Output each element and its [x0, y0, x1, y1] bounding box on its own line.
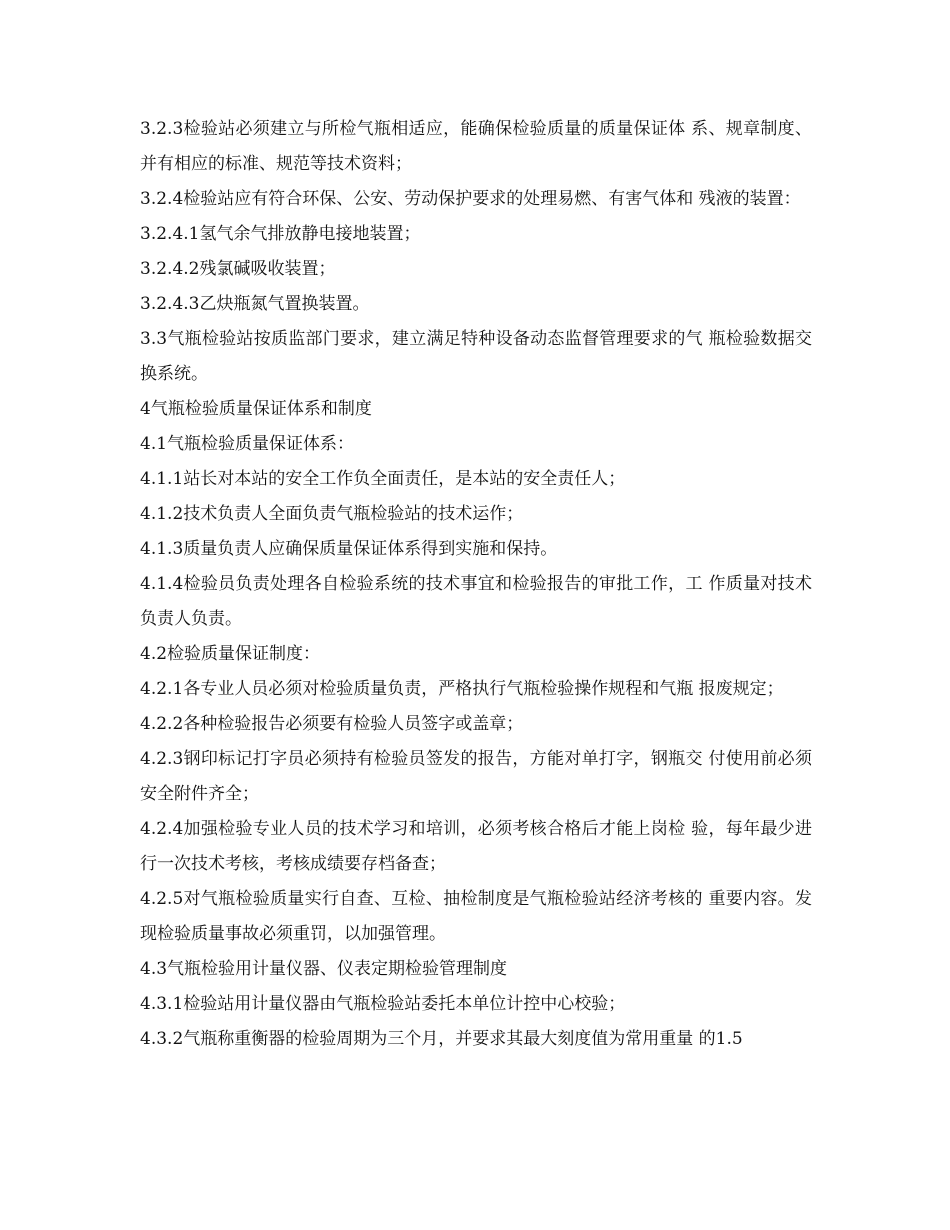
paragraph-4-1-2: 4.1.2技术负责人全面负责气瓶检验站的技术运作；: [140, 504, 524, 524]
paragraph-3-2-4-2: 3.2.4.2残氯碱吸收装置；: [140, 259, 336, 279]
document-body: [140, 112, 812, 1057]
paragraph-3-2-3: 3.2.3检验站必须建立与所检气瓶相适应，能确保检验质量的质量保证体 系、规章制度、并有相应的标准、规范等技术资料；: [140, 119, 812, 174]
paragraph-4-2-2: 4.2.2各种检验报告必须要有检验人员签字或盖章；: [140, 714, 524, 734]
paragraph-4-2-1: 4.2.1各专业人员必须对检验质量负责，严格执行气瓶检验操作规程和气瓶 报废规定；: [140, 679, 784, 699]
paragraph-4-3-2: 4.3.2气瓶称重衡器的检验周期为三个月，并要求其最大刻度值为常用重量 的1.5: [140, 1029, 743, 1049]
paragraph-4-2-5: 4.2.5对气瓶检验质量实行自查、互检、抽检制度是气瓶检验站经济考核的 重要内容。发现检验质量事故必须重罚，以加强管理。: [140, 889, 812, 944]
paragraph-4-2-4: 4.2.4加强检验专业人员的技术学习和培训，必须考核合格后才能上岗检 验，每年最少进行一次技术考核，考核成绩要存档备查；: [140, 819, 812, 874]
paragraph-4-1-3: 4.1.3质量负责人应确保质量保证体系得到实施和保持。: [140, 539, 558, 559]
paragraph-3-2-4-1: 3.2.4.1氢气余气排放静电接地装置；: [140, 224, 421, 244]
paragraph-3-3: 3.3气瓶检验站按质监部门要求，建立满足特种设备动态监督管理要求的气 瓶检验数据交换系统。: [140, 329, 812, 384]
paragraph-4-1-1: 4.1.1站长对本站的安全工作负全面责任，是本站的安全责任人；: [140, 469, 626, 489]
paragraph-4-2-3: 4.2.3钢印标记打字员必须持有检验员签发的报告，方能对单打字，钢瓶交 付使用前必须安全附件齐全；: [140, 749, 812, 804]
paragraph-4-1-4: 4.1.4检验员负责处理各自检验系统的技术事宜和检验报告的审批工作，工 作质量对技术负责人负责。: [140, 574, 812, 629]
paragraph-3-2-4-3: 3.2.4.3乙炔瓶氮气置换装置。: [140, 294, 370, 314]
section-heading-4-1: 4.1气瓶检验质量保证体系：: [140, 434, 355, 454]
section-heading-4-3: 4.3气瓶检验用计量仪器、仪表定期检验管理制度: [140, 959, 508, 979]
section-heading-4-2: 4.2检验质量保证制度：: [140, 644, 321, 664]
paragraph-4-3-1: 4.3.1检验站用计量仪器由气瓶检验站委托本单位计控中心校验；: [140, 994, 626, 1014]
paragraph-3-2-4: 3.2.4检验站应有符合环保、公安、劳动保护要求的处理易燃、有害气体和 残液的装置：: [140, 189, 801, 209]
section-heading-4: 4气瓶检验质量保证体系和制度: [140, 399, 372, 419]
